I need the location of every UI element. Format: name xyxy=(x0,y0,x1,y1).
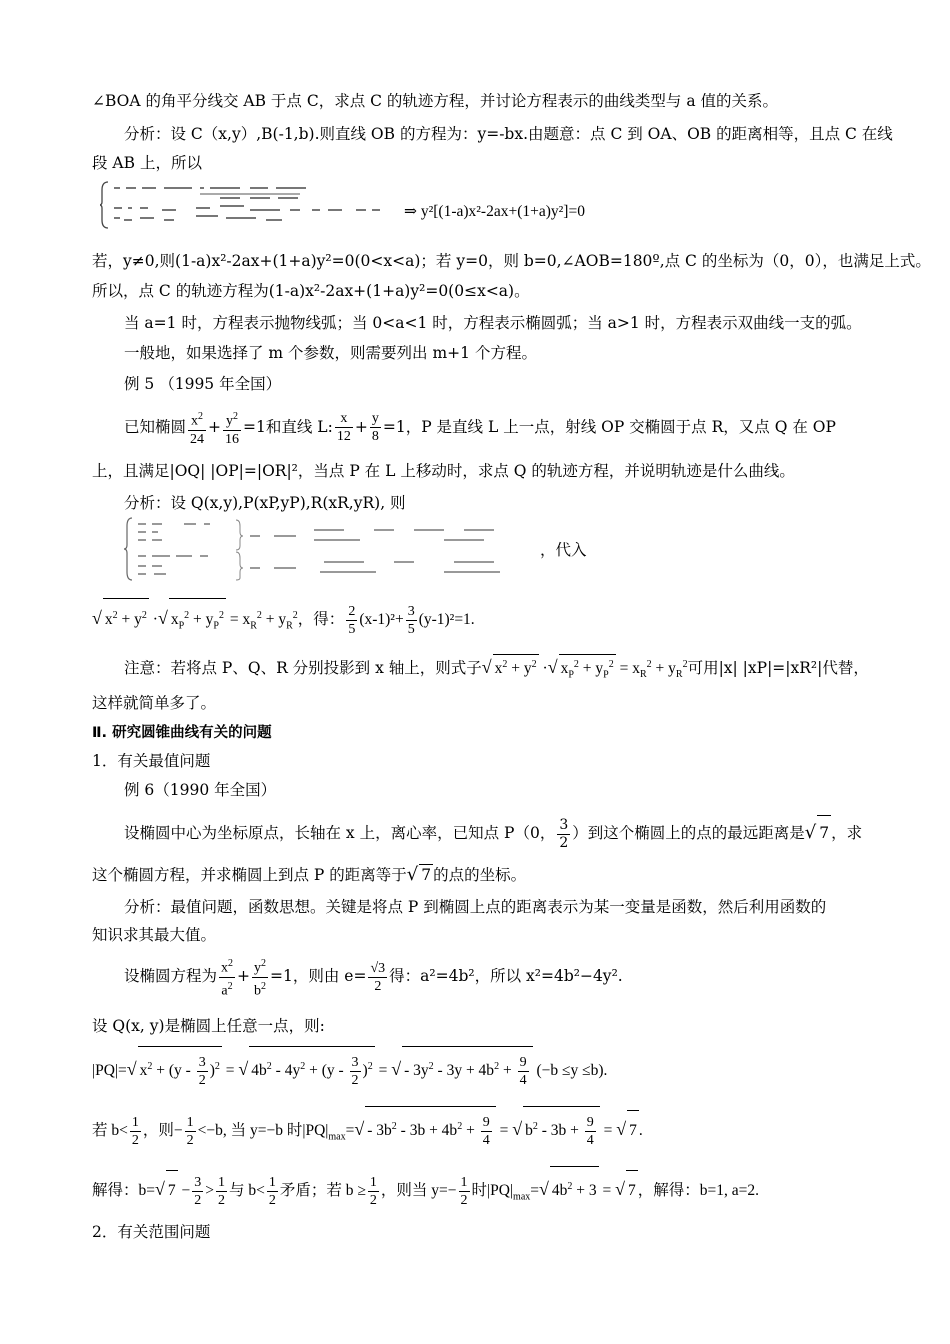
text-span: 时|PQ| xyxy=(471,1182,514,1200)
equation-line: √ $x^2 + y^2$ ·√ $x_P^2 + y_P^2 = x_R^2 + y_R^2$，得： $\frac{2}{5}$ (x-1)²+ $\frac{3}{5}$ (y-1)²=1. xyxy=(92,598,475,643)
text-span: ，则当 y=− xyxy=(380,1182,457,1200)
fraction: $\frac{1}{2}$ xyxy=(131,1115,139,1149)
paragraph-line: 若，y≠0,则(1-a)x²-2ax+(1+a)y²=0(0<x<a)；若 y=0，则 b=0,∠AOB=180º,点 C 的坐标为（0，0），也满足上式。 xyxy=(92,252,931,270)
text-span: (x-1)²+ xyxy=(359,611,404,629)
text-span: 和直线 L: xyxy=(265,417,333,436)
text-span: |PQ|= xyxy=(92,1062,127,1080)
text-span: <−b, 当 y=−b 时|PQ| xyxy=(197,1122,329,1140)
equation-line: 解得：b=√ 7 − $\frac{3}{2}$ > $\frac{1}{2}$ 与 b< $\frac{1}{2}$ 矛盾；若 b ≥ $\frac{1}{2}$ ，则当 y=− $\frac{1}{2}$ 时$|PQ|_{max}=√$ $4b^2 + 3$ = √ 7 ，解得：b=1, a=2. xyxy=(92,1166,759,1217)
text-span: 得：a²=4b²，所以 x²=4b²−4y². xyxy=(389,967,623,986)
paragraph-line: 当 a=1 时，方程表示抛物线弧；当 0<a<1 时，方程表示椭圆弧；当 a>1 时，方程表示双曲线一支的弧。 xyxy=(124,314,862,332)
subsection-heading: 1．有关最值问题 xyxy=(92,752,211,770)
fraction: $\frac{y^2}{b^2}$ xyxy=(254,958,267,999)
equation-result: ⇒ y²[(1-a)x²-2ax+(1+a)y²]=0 xyxy=(404,203,585,220)
fraction: $\frac{y^2}{16}$ xyxy=(225,411,240,447)
example-heading: 例 6（1990 年全国） xyxy=(124,781,277,799)
paragraph-line: 上，且满足|OQ| |OP|=|OR|²，当点 P 在 L 上移动时，求点 Q 的轨迹方程，并说明轨迹是什么曲线。 xyxy=(92,462,795,480)
fraction: $\frac{x^2}{a^2}$ xyxy=(221,958,234,999)
paragraph-line: 分析：最值问题，函数思想。关键是将点 P 到椭圆上点的距离表示为某一变量是函数，然后利用函数的 xyxy=(124,898,827,916)
text-span: ，得： xyxy=(297,611,345,629)
text-span: 可用|x| |xP|=|xR²|代替， xyxy=(687,659,869,678)
text-span: ，解得：b=1, a=2. xyxy=(637,1182,760,1200)
paragraph-line: 段 AB 上，所以 xyxy=(92,154,202,172)
paragraph-line: ∠BOA 的角平分线交 AB 于点 C，求点 C 的轨迹方程，并讨论方程表示的曲线类型与 a 值的关系。 xyxy=(92,92,779,110)
equation-line: |PQ|=√ $x^2 + (y$ - $\frac{3}{2}$ )$^2$ = √ $4b^2 - 4y^2 + (y$ - $\frac{3}{2}$ )$^2$ = √ - $3y^2 - 3y + 4b^2$ + $\frac{9}{4}$ (−b ≤y ≤b). xyxy=(92,1046,607,1091)
equation-line: 若 b< $\frac{1}{2}$ ，则− $\frac{1}{2}$ <−b, 当 y=−b 时$|PQ|_{max}=√ - 3b^2 - 3b + 4b^2$ + $\frac{9}{4}$ = √ $b^2 - 3b$ + $\frac{9}{4}$ = √ 7 . xyxy=(92,1106,643,1157)
blurred-equation-system xyxy=(100,180,400,230)
text-span: (−b ≤y ≤b). xyxy=(536,1062,608,1080)
subsection-heading: 2．有关范围问题 xyxy=(92,1223,211,1241)
paragraph-line: 设 Q(x, y)是椭圆上任意一点，则: xyxy=(92,1017,325,1035)
text-span: ，求 xyxy=(831,824,863,842)
text-span: 已知椭圆 xyxy=(124,417,187,436)
text-span: 这个椭圆方程，并求椭圆上到点 P 的距离等于 xyxy=(92,866,407,884)
paragraph-line: 这样就简单多了。 xyxy=(92,694,217,712)
section-heading: Ⅱ. 研究圆锥曲线有关的问题 xyxy=(92,725,272,741)
paragraph-line: 知识求其最大值。 xyxy=(92,926,217,944)
paragraph-line xyxy=(124,654,869,685)
paragraph-line: 已知椭圆 $\frac{x^2}{24}$ + $\frac{y^2}{16}$ =1和直线 L: $\frac{x}{12}$ + $\frac{y}{8}$ =1，P 是直线 L 上一点，射线 OP 交椭圆于点 R，又点 Q 在 OP xyxy=(124,408,836,448)
text-span: . xyxy=(638,1122,643,1140)
text-span: 矛盾；若 b ≥ xyxy=(279,1182,366,1200)
paragraph-line: 这个椭圆方程，并求椭圆上到点 P 的距离等于√ 7 的点的坐标。 xyxy=(92,864,527,885)
fraction: $\frac{3}{5}$ xyxy=(407,604,415,638)
fraction: $\frac{2}{5}$ xyxy=(348,604,356,638)
fraction: $\frac{x^2}{24}$ xyxy=(190,411,205,447)
paragraph-line: ，代入 xyxy=(540,541,587,559)
text-span: 解得：b= xyxy=(92,1182,155,1200)
text-span: ，则由 e= xyxy=(292,967,367,986)
blurred-equation-system xyxy=(124,516,544,582)
text-span: 注意：若将点 P、Q、R 分别投影到 x 轴上，则式子 xyxy=(124,659,482,678)
paragraph-line: 一般地，如果选择了 m 个参数，则需要列出 m+1 个方程。 xyxy=(124,344,537,362)
example-heading: 例 5 （1995 年全国） xyxy=(124,375,282,393)
text-span: ）到这个椭圆上的点的最远距离是 xyxy=(572,824,805,842)
text-span: 设椭圆中心为坐标原点，长轴在 x 上，离心率，已知点 P（0， xyxy=(124,824,556,842)
fraction: $\frac{√3}{2}$ xyxy=(370,960,386,994)
paragraph-line: 设椭圆方程为 $\frac{x^2}{a^2}$ + $\frac{y^2}{b^2}$ =1，则由 e= $\frac{√3}{2}$ 得：a²=4b²，所以 x²=4b²−4y². xyxy=(124,955,623,999)
text-span: (y-1)²=1. xyxy=(418,611,475,629)
formula: √ $x^2 + y^2$ ·√ $x_P^2 + y_P^2 = x_R^2 + y_R^2$ xyxy=(482,660,688,677)
subscript: max xyxy=(513,1191,531,1203)
text-span: 的点的坐标。 xyxy=(433,866,527,884)
paragraph-line: 设椭圆中心为坐标原点，长轴在 x 上，离心率，已知点 P（0， $\frac{3}{2}$ ）到这个椭圆上的点的最远距离是√ 7 ，求 xyxy=(124,816,863,851)
fraction: $\frac{x}{12}$ xyxy=(336,411,351,445)
text-span: ，则− xyxy=(142,1122,183,1140)
paragraph-line: 所以，点 C 的轨迹方程为(1-a)x²-2ax+(1+a)y²=0(0≤x<a)。 xyxy=(92,282,530,300)
paragraph-line: 分析：设 C（x,y）,B(-1,b).则直线 OB 的方程为：y=-bx.由题意：点 C 到 OA、OB 的距离相等，且点 C 在线 xyxy=(124,125,893,143)
text-span: 与 b< xyxy=(229,1182,265,1200)
text-span: ，P 是直线 L 上一点，射线 OP 交椭圆于点 R，又点 Q 在 OP xyxy=(405,417,836,436)
fraction: $\frac{y}{8}$ xyxy=(371,411,379,445)
subscript: max xyxy=(328,1131,346,1143)
fraction: $\frac{1}{2}$ xyxy=(186,1115,194,1149)
text-span: 若 b< xyxy=(92,1122,128,1140)
text-span: 设椭圆方程为 xyxy=(124,967,218,986)
fraction: $\frac{3}{2}$ xyxy=(559,816,569,851)
paragraph-line: 分析：设 Q(x,y),P(xP,yP),R(xR,yR), 则 xyxy=(124,494,406,512)
